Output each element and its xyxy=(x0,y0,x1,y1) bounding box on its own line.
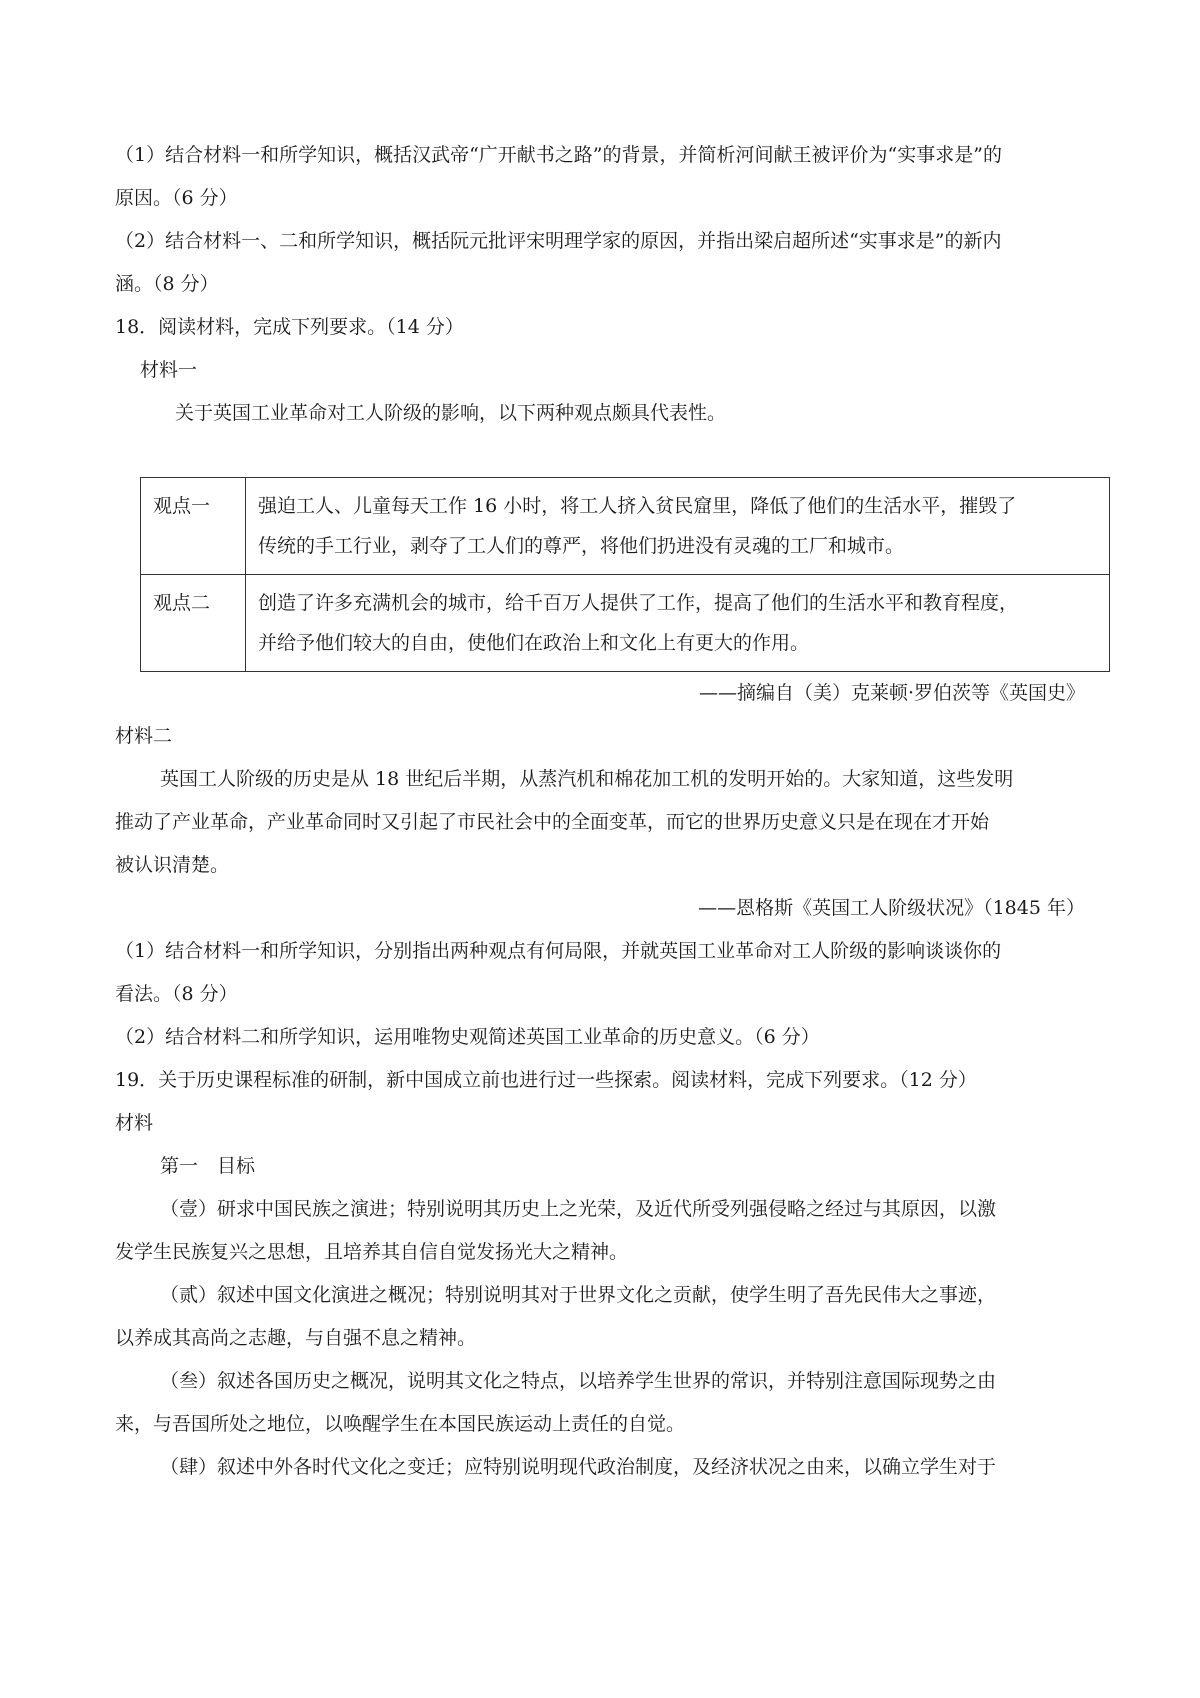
view2-label: 观点二 xyxy=(141,575,246,672)
q18-material1-intro: 关于英国工业革命对工人阶级的影响，以下两种观点颇具代表性。 xyxy=(175,402,727,424)
q17-sub1-line2: 原因。（6 分） xyxy=(115,187,238,209)
q18-sub1-line1: （1）结合材料一和所学知识，分别指出两种观点有何局限，并就英国工业革命对工人阶级的影响谈谈你的 xyxy=(115,940,1002,962)
q18-stem: 18．阅读材料，完成下列要求。（14 分） xyxy=(115,316,464,338)
q19-item3-line1: （叁）叙述各国历史之概况，说明其文化之特点，以培养学生世界的常识，并特别注意国际现势之由 xyxy=(160,1370,997,1392)
q18-material1-title: 材料一 xyxy=(140,359,198,381)
q17-sub2-line2: 涵。（8 分） xyxy=(115,273,219,295)
q19-item3-line2: 来，与吾国所处之地位，以唤醒学生在本国民族运动上责任的自觉。 xyxy=(115,1413,686,1435)
q17-sub1-line1: （1）结合材料一和所学知识，概括汉武帝“广开献书之路”的背景，并简析河间献王被评价为“实事求是”的 xyxy=(115,144,1002,166)
view1-line2: 传统的手工行业，剥夺了工人们的尊严，将他们扔进没有灵魂的工厂和城市。 xyxy=(258,535,905,557)
table-row xyxy=(141,478,1110,575)
q18-material2-title: 材料二 xyxy=(115,725,173,747)
q19-stem: 19．关于历史课程标准的研制，新中国成立前也进行过一些探索。阅读材料，完成下列要求。（12 分） xyxy=(115,1069,977,1091)
q18-material2-source: ——恩格斯《英国工人阶级状况》（1845 年） xyxy=(698,897,1085,919)
q19-item1-line1: （壹）研求中国民族之演进；特别说明其历史上之光荣，及近代所受列强侵略之经过与其原因，以激 xyxy=(160,1198,997,1220)
table-row xyxy=(141,575,1110,672)
q18-material1-source: ——摘编自（美）克莱顿·罗伯茨等《英国史》 xyxy=(698,682,1085,704)
view1-line1: 强迫工人、儿童每天工作 16 小时，将工人挤入贫民窟里，降低了他们的生活水平，摧毁了 xyxy=(258,495,1017,517)
q19-item2-line2: 以养成其高尚之志趣，与自强不息之精神。 xyxy=(115,1327,477,1349)
view1-text xyxy=(246,478,1110,575)
q18-sub2-line1: （2）结合材料二和所学知识，运用唯物史观简述英国工业革命的历史意义。（6 分） xyxy=(115,1026,820,1048)
q19-item1-line2: 发学生民族复兴之思想，且培养其自信自觉发扬光大之精神。 xyxy=(115,1241,629,1263)
view2-text xyxy=(246,575,1110,672)
view2-line2: 并给予他们较大的自由，使他们在政治上和文化上有更大的作用。 xyxy=(258,632,810,654)
q19-section-heading: 第一 目标 xyxy=(160,1155,256,1177)
q17-sub2-line1: （2）结合材料一、二和所学知识，概括阮元批评宋明理学家的原因，并指出梁启超所述“实事求是”的新内 xyxy=(115,230,1002,252)
q18-material2-line2: 推动了产业革命，产业革命同时又引起了市民社会中的全面变革，而它的世界历史意义只是在现在才开始 xyxy=(115,811,990,833)
viewpoints-table xyxy=(140,477,1110,672)
q19-item2-line1: （贰）叙述中国文化演进之概况；特别说明其对于世界文化之贡献，使学生明了吾先民伟大之事迹， xyxy=(160,1284,997,1306)
view1-label: 观点一 xyxy=(141,478,246,575)
q19-material-title: 材料 xyxy=(115,1112,154,1134)
q18-material2-line3: 被认识清楚。 xyxy=(115,854,230,876)
q18-material2-line1: 英国工人阶级的历史是从 18 世纪后半期，从蒸汽机和棉花加工机的发明开始的。大家知道，这些发明 xyxy=(160,768,1014,790)
q19-item4-line1: （肆）叙述中外各时代文化之变迁；应特别说明现代政治制度，及经济状况之由来，以确立学生对于 xyxy=(160,1456,997,1478)
view2-line1: 创造了许多充满机会的城市，给千百万人提供了工作，提高了他们的生活水平和教育程度， xyxy=(258,592,1019,614)
q18-sub1-line2: 看法。（8 分） xyxy=(115,983,238,1005)
